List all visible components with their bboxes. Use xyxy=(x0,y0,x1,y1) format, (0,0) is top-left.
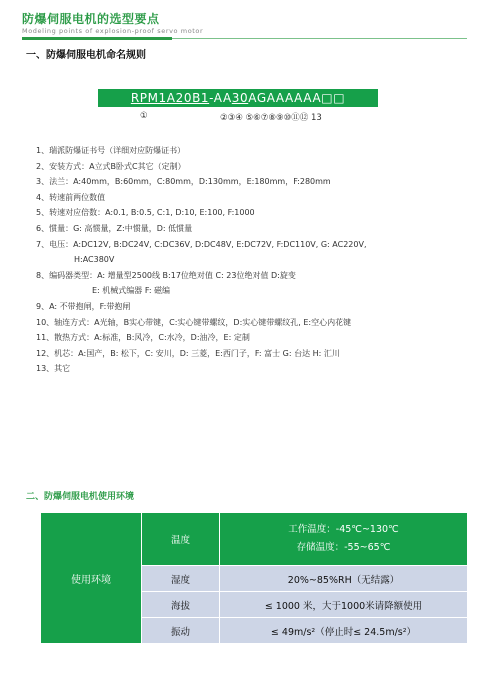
env-key-humidity: 湿度 xyxy=(142,566,220,592)
model-code-part1: RPM1A20B1 xyxy=(130,91,210,105)
model-code-part5: □□ xyxy=(321,91,346,105)
rule-item: 12、机芯：A:国产，B: 松下，C: 安川，D: 三菱，E:西门子，F: 富士 G: 台达 H: 汇川 xyxy=(36,348,340,358)
rule-item: 2、安装方式：A立式B卧式C其它（定制） xyxy=(36,161,186,171)
page-title: 防爆伺服电机的选型要点 xyxy=(22,12,160,26)
rule-item: 9、A: 不带抱闸，F:带抱闸 xyxy=(36,301,131,311)
env-value-altitude: ≤ 1000 米，大于1000米请降额使用 xyxy=(220,592,468,618)
rule-item: 6、惯量：G: 高惯量，Z:中惯量，D: 低惯量 xyxy=(36,223,193,233)
env-key-temperature: 温度 xyxy=(142,513,220,566)
model-code-part4: AGAAAAAA xyxy=(248,91,322,105)
rule-item: 11、散热方式：A:标准，B:风冷，C:水冷，D:油冷，E: 定制 xyxy=(36,333,250,343)
rule-item: 8、编码器类型：A: 增量型2500线 B:17位绝对值 C: 23位绝对值 D:旋变 xyxy=(36,270,296,280)
section-naming-title: 一、防爆伺服电机命名规则 xyxy=(26,50,146,61)
page-subtitle: Modeling points of explosion-proof servo motor xyxy=(22,27,204,35)
section-environment-title: 二、防爆伺服电机使用环境 xyxy=(26,492,135,502)
rule-item-continued: E: 机械式编器 F: 磁编 xyxy=(92,286,171,296)
rule-item: 4、转速前两位数值 xyxy=(36,192,106,202)
rule-item: 10、轴连方式：A光轴，B实心带键，C:实心键带螺纹，D:实心键带螺纹孔, E:空心内花键 xyxy=(36,317,352,327)
env-label-cell: 使用环境 xyxy=(41,513,142,644)
env-value-vibration: ≤ 49m/s²（停止时≤ 24.5m/s²） xyxy=(220,618,468,644)
env-value-humidity: 20%~85%RH（无结露） xyxy=(220,566,468,592)
env-value-line: 工作温度：-45℃~130℃ xyxy=(288,524,399,535)
naming-rules-list xyxy=(36,143,466,377)
rule-item-continued: H:AC380V xyxy=(74,255,115,265)
model-code-part2: -AA xyxy=(209,91,232,105)
table-row xyxy=(41,513,468,566)
rule-item: 3、法兰：A:40mm，B:60mm，C:80mm，D:130mm，E:180mm，F:280mm xyxy=(36,177,331,187)
header-divider xyxy=(22,38,467,39)
model-code-index-rest: ②③④ ⑤⑥⑦⑧⑨⑩⑪⑫ 13 xyxy=(220,113,322,123)
model-code-banner xyxy=(98,89,378,107)
env-value-temperature xyxy=(220,513,468,566)
model-code-part3: 30 xyxy=(231,91,249,105)
env-key-altitude: 海拔 xyxy=(142,592,220,618)
rule-item: 5、转速对应倍数：A:0.1, B:0.5, C:1, D:10, E:100, F:1000 xyxy=(36,208,255,218)
rule-item: 13、其它 xyxy=(36,364,71,374)
env-key-vibration: 振动 xyxy=(142,618,220,644)
model-code-index-first: ① xyxy=(140,111,148,121)
env-value-line: 存储温度：-55~65℃ xyxy=(296,542,391,553)
rule-item: 1、瑞派防爆证书号（详细对应防爆证书） xyxy=(36,146,186,155)
rule-item: 7、电压：A:DC12V, B:DC24V, C:DC36V, D:DC48V, E:DC72V, F:DC110V, G: AC220V, xyxy=(36,239,367,249)
environment-table xyxy=(40,512,468,644)
